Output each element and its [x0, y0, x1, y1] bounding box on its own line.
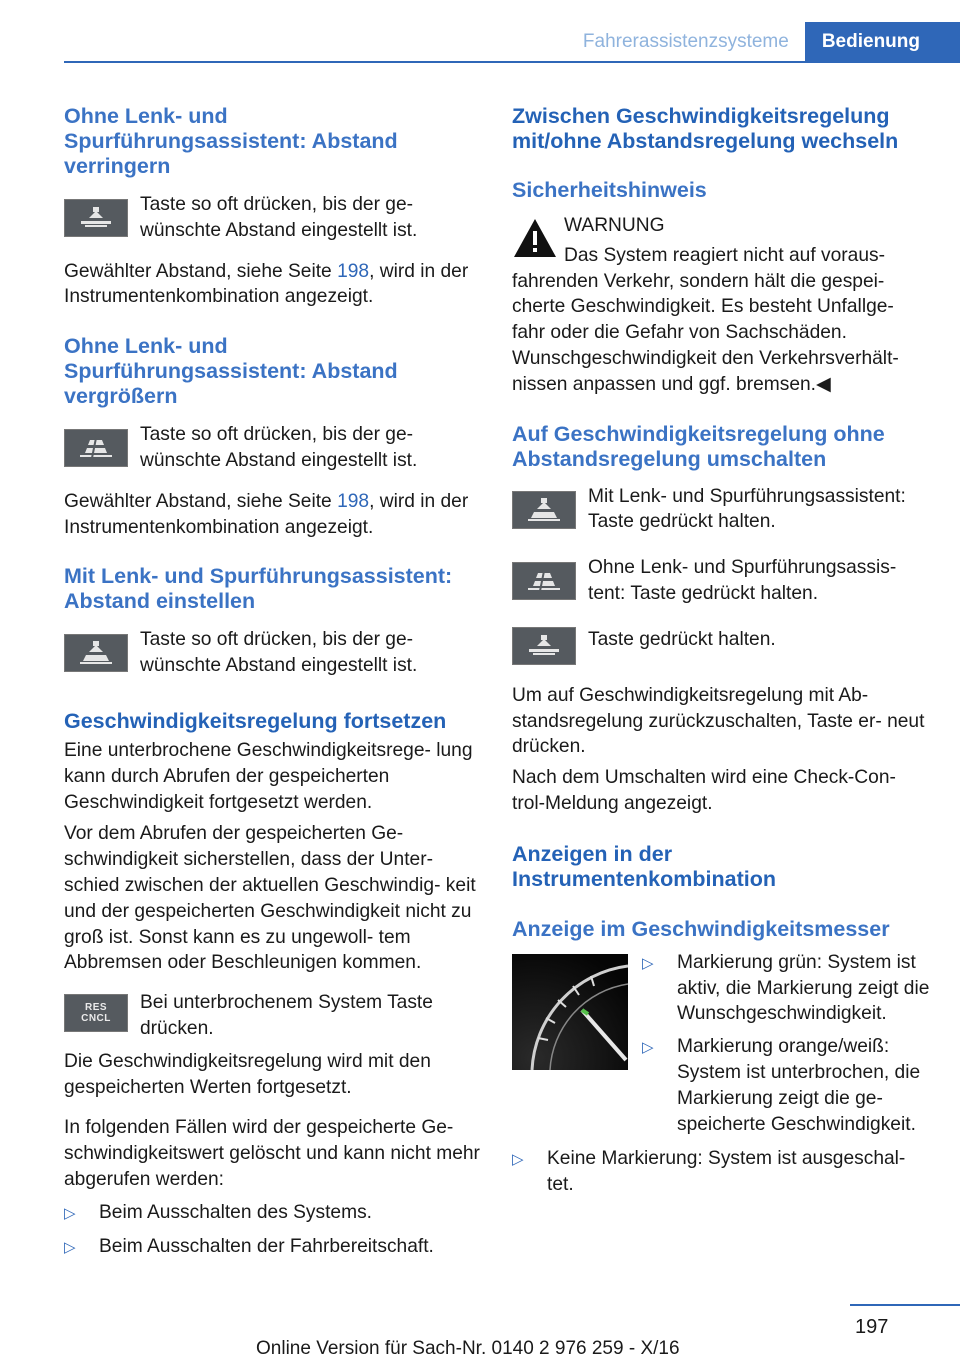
heading-distance-increase: Ohne Lenk- und Spurführungsassistent: Abstand vergrößern: [64, 334, 398, 409]
step-row: [64, 422, 482, 474]
footer-text: Online Version für Sach-Nr. 0140 2 976 259 - X/16: [256, 1338, 680, 1359]
triangle-bullet-icon: ▷: [642, 1039, 654, 1057]
right-column: [512, 104, 932, 1198]
list-item: [642, 950, 932, 1027]
list-text: Markierung grün: System ist aktiv, die Markierung zeigt die Wunschgeschwindigkeit.: [677, 951, 930, 1025]
paragraph: [64, 259, 482, 311]
list-item: [64, 1200, 482, 1227]
list-text: Markierung orange/weiß: System ist unterbrochen, die Markierung zeigt die ge‐ speicherte Geschwindigkeit.: [677, 1036, 921, 1135]
header-tab: Bedienung: [805, 22, 960, 62]
triangle-bullet-icon: ▷: [642, 954, 654, 972]
text: Gewählter Abstand, siehe Seite: [64, 260, 338, 282]
speedometer-block: [512, 950, 932, 1138]
text: Gewählter Abstand, siehe Seite: [64, 490, 338, 512]
heading-resume: Geschwindigkeitsregelung fortsetzen: [64, 708, 447, 733]
list-text: Beim Ausschalten der Fahrbereitschaft.: [99, 1235, 434, 1257]
step-row: [64, 990, 482, 1042]
triangle-bullet-icon: ▷: [512, 1151, 524, 1169]
list-item: [642, 1034, 932, 1137]
paragraph: [64, 489, 482, 541]
triangle-bullet-icon: ▷: [64, 1238, 76, 1256]
header-rule: [64, 61, 960, 63]
heading-displays: Anzeigen in der Instrumentenkombination: [512, 841, 776, 891]
triangle-bullet-icon: ▷: [64, 1204, 76, 1222]
res-label: RES: [84, 1002, 108, 1014]
list-text: Beim Ausschalten des Systems.: [99, 1201, 373, 1223]
text: , wird in der Instrumentenkombination angezeigt.: [64, 490, 469, 538]
paragraph: Um auf Geschwindigkeitsregelung mit Ab‐ standsregelung zurückzuschalten, Taste er‐ neut drücken.: [512, 684, 925, 758]
warning-block: [512, 213, 932, 269]
warning-text: Das System reagiert nicht auf voraus‐: [564, 244, 885, 266]
heading-switch-mode: Zwischen Geschwindigkeitsregelung mit/ohne Abstandsregelung wechseln: [512, 104, 899, 153]
page-number: 197: [855, 1316, 889, 1338]
left-column: [64, 104, 482, 1260]
page-link[interactable]: 198: [337, 490, 370, 512]
step-row: [64, 627, 482, 679]
paragraph: In folgenden Fällen wird der gespeicherte Ge‐ schwindigkeitswert gelöscht und kann nicht mehr abgerufen werden:: [64, 1117, 480, 1190]
speedometer-image: [512, 954, 628, 1070]
footer-rule: [850, 1304, 960, 1306]
list-item: [512, 1146, 932, 1198]
page-header: [64, 22, 960, 62]
bullet-list: [512, 1146, 932, 1198]
res-cncl-label: [81, 1002, 111, 1024]
distance-set-button-icon: [512, 491, 576, 529]
step-row: [512, 555, 932, 607]
paragraph: Vor dem Abrufen der gespeicherten Ge‐ schwindigkeit sicherstellen, dass der Unter‐ schied zwischen der aktuellen Geschwindig‐ keit und der gespeicherten Geschwindigkeit nicht zu groß ist. Sonst kann es zu ungewoll‐ tem Abbremsen oder Beschleunigen kommen.: [64, 823, 476, 974]
distance-decrease-button-icon: [512, 627, 576, 665]
heading-distance-set: Mit Lenk- und Spurführungsassistent: Abstand einstellen: [64, 564, 453, 614]
cncl-label: CNCL: [81, 1013, 111, 1025]
list-item: [64, 1234, 482, 1261]
step-text: Mit Lenk- und Spurführungsassistent: Taste gedrückt halten.: [588, 485, 906, 533]
warning-title: WARNUNG: [564, 215, 665, 236]
heading-safety: Sicherheitshinweis: [512, 178, 707, 202]
step-text: Taste so oft drücken, bis der ge‐ wünschte Abstand eingestellt ist.: [140, 424, 418, 471]
step-text: Taste so oft drücken, bis der ge‐ wünschte Abstand eingestellt ist.: [140, 629, 418, 677]
paragraph: Nach dem Umschalten wird eine Check-Con‐ trol-Meldung angezeigt.: [512, 767, 896, 814]
step-row: [64, 192, 482, 244]
bullet-list: [64, 1200, 482, 1261]
heading-distance-decrease: Ohne Lenk- und Spurführungsassistent: Abstand verringern: [64, 104, 398, 178]
paragraph: Die Geschwindigkeitsregelung wird mit den gespeicherten Werten fortgesetzt.: [64, 1050, 431, 1098]
text: , wird in der Instrumentenkombination angezeigt.: [64, 260, 469, 308]
step-text: Ohne Lenk- und Spurführungsassis‐ tent: Taste gedrückt halten.: [588, 557, 897, 604]
distance-increase-button-icon: [512, 562, 576, 600]
distance-decrease-button-icon: [64, 199, 128, 237]
marker-list: [642, 950, 932, 1138]
list-text: Keine Markierung: System ist ausgeschal‐ tet.: [547, 1148, 906, 1196]
step-text: Bei unterbrochenem System Taste drücken.: [140, 992, 433, 1039]
header-section: Fahrerassistenzsysteme: [582, 31, 789, 52]
distance-set-button-icon: [64, 634, 128, 672]
res-cncl-button-icon: [64, 994, 128, 1032]
heading-speedometer: Anzeige im Geschwindigkeitsmesser: [512, 916, 890, 941]
step-row: [512, 484, 932, 536]
paragraph: Eine unterbrochene Geschwindigkeitsrege‐ lung kann durch Abrufen der gespeicherten Geschwindigkeit fortgesetzt werden.: [64, 739, 473, 813]
step-text: Taste so oft drücken, bis der ge‐ wünschte Abstand eingestellt ist.: [140, 194, 418, 241]
step-row: [512, 627, 932, 665]
step-text: Taste gedrückt halten.: [588, 628, 776, 650]
warning-text: fahrenden Verkehr, sondern hält die gespei‐ cherte Geschwindigkeit. Es besteht Unfallge‐ fahr oder die Gefahr von Sachschäden. Wunschgeschwindigkeit den Verkehrsverhält‐ nissen anpassen und ggf. bremsen.◀: [512, 270, 899, 395]
warning-triangle-icon: [512, 217, 558, 259]
page-link[interactable]: 198: [337, 260, 370, 282]
heading-switch-without: Auf Geschwindigkeitsregelung ohne Abstandsregelung umschalten: [512, 421, 885, 471]
distance-increase-button-icon: [64, 429, 128, 467]
